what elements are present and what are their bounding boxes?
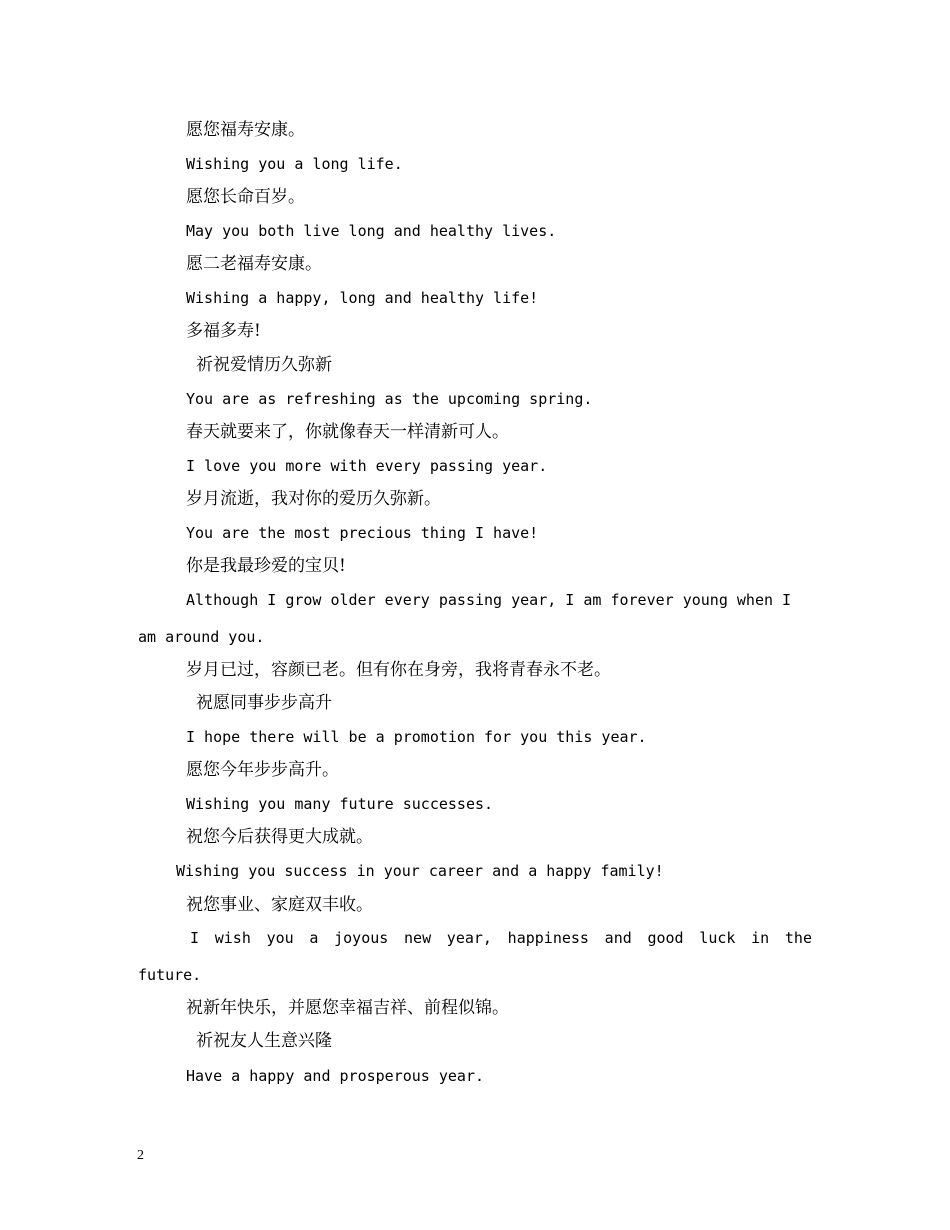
section-heading: 祈祝爱情历久弥新: [196, 355, 332, 375]
page-number: 2: [137, 1148, 144, 1163]
text-line: Wishing you success in your career and a happy family!: [176, 862, 664, 880]
text-line: You are as refreshing as the upcoming spring.: [186, 390, 593, 408]
text-line: 愿您福寿安康。: [186, 120, 305, 140]
text-line: 多福多寿!: [186, 321, 261, 341]
text-line: 春天就要来了，你就像春天一样清新可人。: [186, 422, 509, 442]
text-line: Wishing you many future successes.: [186, 795, 494, 813]
text-line: 祝您今后获得更大成就。: [186, 827, 373, 847]
text-line: 祝新年快乐，并愿您幸福吉祥、前程似锦。: [186, 998, 509, 1018]
text-line: am around you.: [138, 628, 265, 646]
text-line: 愿您长命百岁。: [186, 187, 305, 207]
text-line: Have a happy and prosperous year.: [186, 1067, 485, 1085]
text-line: I wish you a joyous new year, happiness and good luck in the: [190, 929, 812, 947]
text-line: 愿您今年步步高升。: [186, 760, 339, 780]
section-heading: 祝愿同事步步高升: [196, 693, 332, 713]
text-line: I love you more with every passing year.: [186, 457, 548, 475]
text-line: You are the most precious thing I have!: [186, 524, 539, 542]
text-line: 你是我最珍爱的宝贝!: [186, 556, 346, 576]
text-line: 岁月流逝，我对你的爱历久弥新。: [186, 489, 441, 509]
text-line: Wishing you a long life.: [186, 155, 403, 173]
section-heading: 祈祝友人生意兴隆: [196, 1031, 332, 1051]
text-line: Wishing a happy, long and healthy life!: [186, 289, 539, 307]
text-line: 愿二老福寿安康。: [186, 254, 322, 274]
text-line: future.: [138, 966, 202, 984]
text-line: Although I grow older every passing year, I am forever young when I: [186, 591, 792, 609]
text-line: 岁月已过，容颜已老。但有你在身旁，我将青春永不老。: [186, 660, 611, 680]
text-line: 祝您事业、家庭双丰收。: [186, 895, 373, 915]
text-line: May you both live long and healthy lives.: [186, 222, 557, 240]
text-line: I hope there will be a promotion for you this year.: [186, 728, 647, 746]
